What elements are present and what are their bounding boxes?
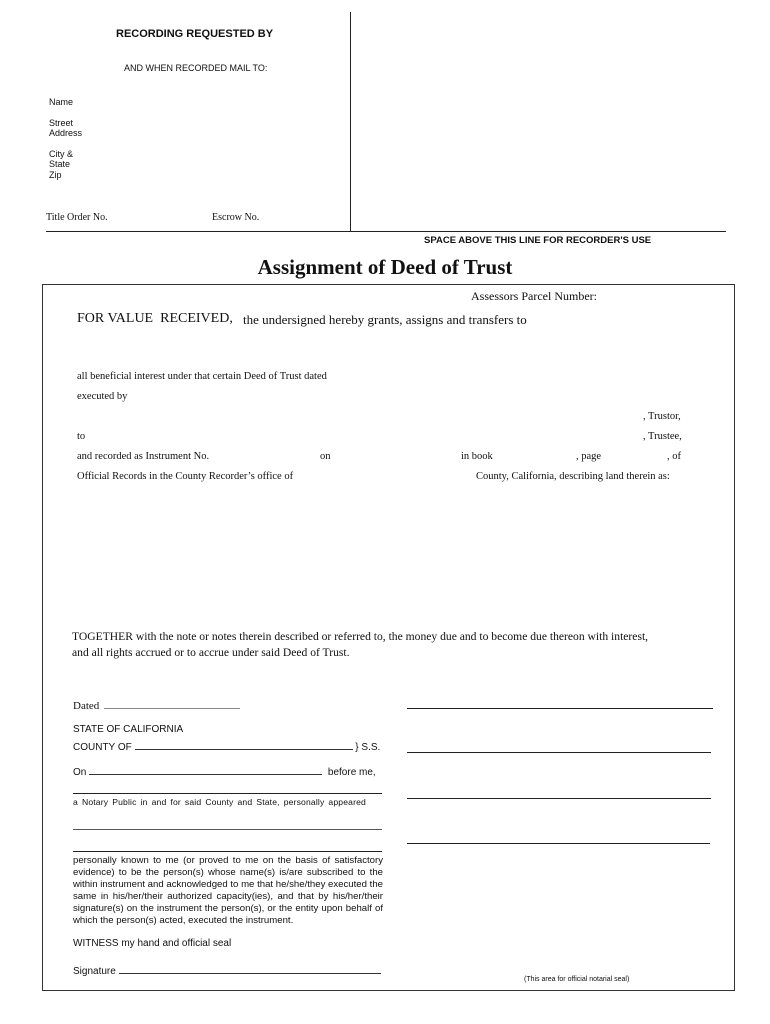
notary-name-line[interactable] xyxy=(73,793,382,794)
on-text: on xyxy=(320,451,331,462)
grants-text: the undersigned hereby grants, assigns and transfers to xyxy=(243,312,527,327)
of-text: , of xyxy=(667,451,681,462)
trustee-text: , Trustee, xyxy=(643,431,682,442)
appeared-name-line-1[interactable] xyxy=(73,829,382,830)
signer-line-4[interactable] xyxy=(407,843,710,844)
on-label: On xyxy=(73,767,87,778)
appeared-name-line-2[interactable] xyxy=(73,851,382,852)
county-of-label: COUNTY OF xyxy=(73,742,132,753)
ss-label: } S.S. xyxy=(355,742,381,753)
recorder-separator-line xyxy=(46,231,726,232)
recording-requested-by: RECORDING REQUESTED BY xyxy=(116,28,274,40)
together-line-2: and all rights accrued or to accrue under said Deed of Trust. xyxy=(72,646,350,659)
for-value-received: FOR VALUE RECEIVED, xyxy=(77,311,233,326)
signer-line-3[interactable] xyxy=(407,798,711,799)
page-text: , page xyxy=(576,451,602,462)
signer-line-1[interactable] xyxy=(407,708,713,709)
recorders-use-label: SPACE ABOVE THIS LINE FOR RECORDER'S USE xyxy=(424,235,652,246)
before-me-label: before me, xyxy=(327,767,376,778)
title-order-label: Title Order No. xyxy=(46,212,108,223)
notary-signature-blank[interactable] xyxy=(119,962,381,974)
county-of-field[interactable] xyxy=(73,738,380,753)
to-text: to xyxy=(77,431,86,442)
personally-known-text: personally known to me (or proved to me on the basis of satisfactory evidence) to be the person(s) whose name(s) is/are subscribed to the within instrument and acknowledged to me that he/she/they executed the same in his/her/their authorized capacity(ies), and that by his/her/their signature(s) on the instrument the person(s), or the entity upon behalf of which the person(s) acted, executed the instrument. xyxy=(73,855,383,926)
apn-label: Assessors Parcel Number: xyxy=(471,289,597,303)
zip-label: Zip xyxy=(49,170,62,180)
document-title: Assignment of Deed of Trust xyxy=(257,255,513,279)
notary-signature-field[interactable] xyxy=(73,962,381,977)
header-vertical-divider xyxy=(350,12,351,231)
name-label: Name xyxy=(49,97,74,107)
executed-by-text: executed by xyxy=(77,391,128,402)
notary-public-text: a Notary Public in and for said County and State, personally appeared xyxy=(73,797,366,807)
witness-text: WITNESS my hand and official seal xyxy=(73,938,232,949)
state-of-california: STATE OF CALIFORNIA xyxy=(73,724,184,735)
trustor-text: , Trustor, xyxy=(643,411,681,422)
state-label: State xyxy=(49,159,71,169)
county-california-text: County, California, describing land therein as: xyxy=(476,471,670,482)
notarial-seal-area-label: (This area for official notarial seal) xyxy=(524,976,630,983)
dated-field[interactable] xyxy=(73,697,240,712)
street-label: Street xyxy=(49,118,74,128)
escrow-label: Escrow No. xyxy=(212,212,260,223)
recorded-as-text: and recorded as Instrument No. xyxy=(77,451,210,462)
on-date-field[interactable] xyxy=(73,763,376,778)
city-label: City & xyxy=(49,149,74,159)
on-date-blank[interactable] xyxy=(89,763,322,775)
signature-label: Signature xyxy=(73,966,116,977)
together-line-1: TOGETHER with the note or notes therein described or referred to, the money due and to become due thereon with interest, xyxy=(72,630,649,643)
official-records-text: Official Records in the County Recorder’s office of xyxy=(77,471,294,482)
signer-line-2[interactable] xyxy=(407,752,711,753)
address-label: Address xyxy=(49,128,83,138)
in-book-text: in book xyxy=(461,451,493,462)
beneficial-interest-text: all beneficial interest under that certain Deed of Trust dated xyxy=(77,371,327,382)
dated-label: Dated xyxy=(73,700,100,712)
dated-blank[interactable] xyxy=(104,697,240,709)
when-recorded-mail-to: AND WHEN RECORDED MAIL TO: xyxy=(124,63,268,73)
county-of-blank[interactable] xyxy=(135,738,353,750)
